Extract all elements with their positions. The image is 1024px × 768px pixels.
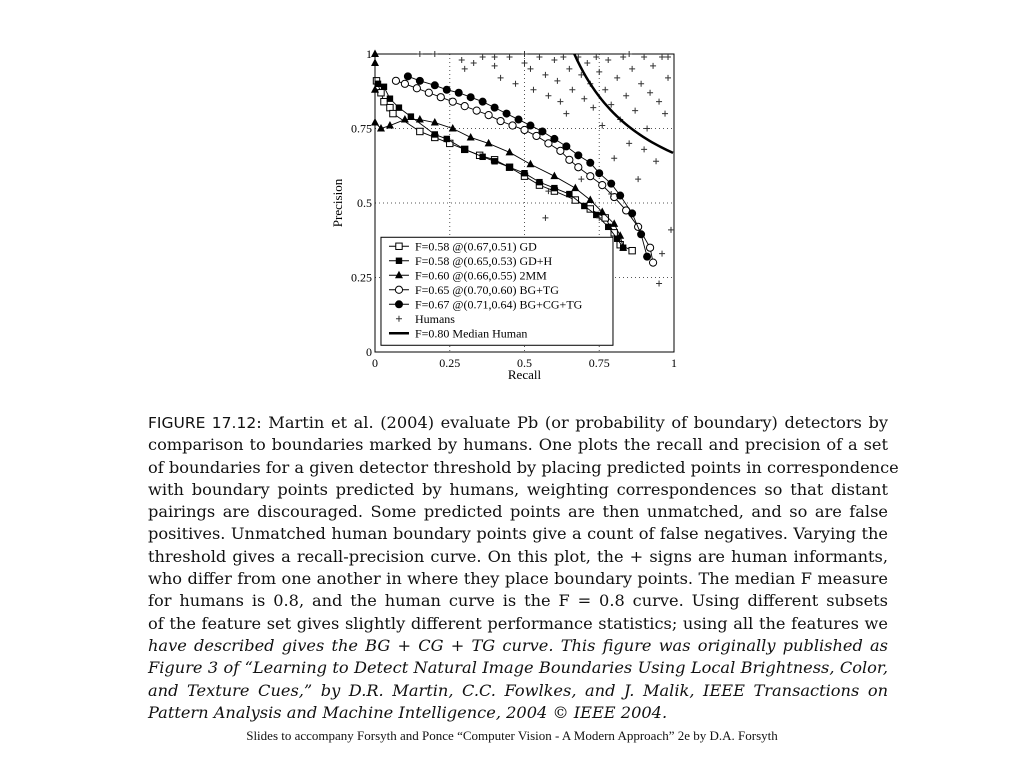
marker-plus xyxy=(542,215,548,221)
marker-filled-circle xyxy=(643,253,651,261)
marker-plus xyxy=(668,227,674,233)
marker-plus xyxy=(560,54,566,60)
marker-plus xyxy=(459,57,465,63)
y-tick-label: 0.5 xyxy=(357,196,372,210)
marker-filled-square xyxy=(444,136,450,142)
marker-plus xyxy=(596,69,602,75)
marker-plus xyxy=(602,87,608,93)
marker-open-circle xyxy=(646,244,653,251)
marker-plus xyxy=(527,66,533,72)
marker-plus xyxy=(650,63,656,69)
marker-plus xyxy=(545,188,551,194)
marker-filled-circle xyxy=(443,86,451,94)
marker-open-square xyxy=(602,215,608,221)
marker-plus xyxy=(656,99,662,105)
caption-line: who differ from one another in where they place boundary points. The median F measure xyxy=(148,569,888,589)
marker-filled-square xyxy=(396,104,402,110)
legend-label: F=0.67 @(0.71,0.64) BG+CG+TG xyxy=(414,297,583,312)
marker-plus xyxy=(653,158,659,164)
marker-plus xyxy=(569,87,575,93)
marker-plus xyxy=(554,78,560,84)
legend-label: F=0.60 @(0.66,0.55) 2MM xyxy=(414,268,547,283)
legend-label: F=0.58 @(0.67,0.51) GD xyxy=(414,239,537,254)
y-tick-label: 0.75 xyxy=(351,121,372,136)
marker-open-circle xyxy=(395,286,402,293)
marker-plus xyxy=(647,90,653,96)
marker-open-square xyxy=(396,243,402,249)
caption-line: : Martin et al. (2004) evaluate Pb (or probability of boundary) detectors by xyxy=(256,413,888,432)
marker-plus xyxy=(644,126,650,132)
marker-open-circle xyxy=(566,156,573,163)
legend-label: F=0.58 @(0.65,0.53) GD+H xyxy=(414,253,553,268)
marker-triangle xyxy=(571,184,579,192)
marker-filled-circle xyxy=(637,230,645,238)
caption-line: for humans is 0.8, and the human curve is the F = 0.8 curve. Using different subsets xyxy=(148,591,888,611)
marker-plus xyxy=(629,66,635,72)
series-line xyxy=(378,84,623,248)
caption-line: comparison to boundaries marked by humans. One plots the recall and precision of a set xyxy=(148,435,888,455)
marker-plus xyxy=(581,96,587,102)
caption-line: Figure 3 of “Learning to Detect Natural Image Boundaries Using Local Brightness, Color, xyxy=(148,658,888,678)
marker-plus xyxy=(462,66,468,72)
marker-filled-square xyxy=(566,191,572,197)
marker-plus xyxy=(578,176,584,182)
marker-open-circle xyxy=(599,182,606,189)
marker-filled-square xyxy=(462,146,468,152)
marker-open-circle xyxy=(485,111,492,118)
x-tick-label: 0.5 xyxy=(517,356,532,370)
marker-plus xyxy=(557,99,563,105)
marker-plus xyxy=(641,54,647,60)
marker-filled-circle xyxy=(562,142,570,150)
caption-line: of the feature set gives slightly different performance statistics; using all the features we xyxy=(148,613,888,633)
marker-plus xyxy=(513,81,519,87)
marker-open-circle xyxy=(437,94,444,101)
marker-open-square xyxy=(387,104,393,110)
marker-plus xyxy=(545,93,551,99)
marker-filled-circle xyxy=(491,104,499,112)
marker-plus xyxy=(662,111,668,117)
y-tick-label: 1 xyxy=(366,47,372,61)
marker-plus xyxy=(599,123,605,129)
series-line xyxy=(375,54,623,248)
marker-filled-square xyxy=(551,185,557,191)
caption-line: of boundaries for a given detector threshold by placing predicted points in correspondence xyxy=(148,457,899,477)
marker-open-circle xyxy=(413,85,420,92)
marker-open-circle xyxy=(392,77,399,84)
marker-filled-square xyxy=(396,258,402,264)
marker-filled-circle xyxy=(616,192,624,200)
marker-triangle xyxy=(371,118,379,126)
marker-plus xyxy=(522,60,528,66)
marker-filled-square xyxy=(536,179,542,185)
marker-filled-circle xyxy=(574,151,582,159)
y-tick-label: 0.25 xyxy=(351,270,372,285)
slide-footer: Slides to accompany Forsyth and Ponce “Computer Vision - A Modern Approach” 2e by D.A. Forsyth xyxy=(246,728,778,743)
marker-filled-circle xyxy=(455,89,463,97)
caption-line: with boundary points predicted by humans, weighting correspondences so that distant xyxy=(148,479,888,499)
marker-filled-square xyxy=(408,113,414,119)
marker-plus xyxy=(551,57,557,63)
marker-plus xyxy=(638,81,644,87)
marker-filled-circle xyxy=(431,81,439,89)
marker-filled-circle xyxy=(607,180,615,188)
marker-plus xyxy=(635,176,641,182)
caption-line: threshold gives a recall-precision curve. On this plot, the + signs are human informants, xyxy=(148,546,888,566)
marker-filled-square xyxy=(479,154,485,160)
marker-plus xyxy=(536,54,542,60)
marker-filled-circle xyxy=(538,127,546,135)
marker-open-circle xyxy=(473,107,480,114)
marker-plus xyxy=(590,105,596,111)
marker-filled-circle xyxy=(586,159,594,167)
marker-plus xyxy=(522,51,528,57)
caption-line: Pattern Analysis and Machine Intelligence, 2004 © IEEE 2004. xyxy=(148,702,668,722)
marker-plus xyxy=(498,75,504,81)
marker-plus xyxy=(623,93,629,99)
marker-open-circle xyxy=(575,164,582,171)
marker-triangle xyxy=(371,50,379,58)
marker-triangle xyxy=(550,172,558,180)
marker-filled-circle xyxy=(550,135,558,143)
marker-plus xyxy=(507,54,513,60)
marker-filled-square xyxy=(381,84,387,90)
marker-plus xyxy=(566,66,572,72)
marker-filled-circle xyxy=(395,300,403,308)
marker-plus xyxy=(665,75,671,81)
marker-plus xyxy=(563,111,569,117)
marker-plus xyxy=(492,63,498,69)
marker-filled-square xyxy=(506,164,512,170)
figure-label: FIGURE 17.12 xyxy=(148,414,257,432)
marker-open-square xyxy=(390,110,396,116)
marker-open-circle xyxy=(649,259,656,266)
marker-triangle xyxy=(526,160,534,168)
marker-plus xyxy=(620,54,626,60)
marker-triangle xyxy=(586,196,594,204)
caption-line: have described gives the BG + CG + TG curve. This figure was originally published as xyxy=(148,635,888,655)
caption-line: pairings are discouraged. Some predicted points are then unmatched, and so are false xyxy=(148,502,888,522)
x-tick-label: 1 xyxy=(671,356,677,370)
legend-label: F=0.80 Median Human xyxy=(414,326,528,341)
median-human-curve xyxy=(574,54,673,153)
legend-label: Humans xyxy=(414,311,455,326)
marker-plus xyxy=(605,57,611,63)
marker-plus xyxy=(641,146,647,152)
marker-triangle xyxy=(371,58,379,66)
marker-triangle xyxy=(467,133,475,141)
marker-filled-square xyxy=(387,96,393,102)
marker-open-circle xyxy=(401,80,408,87)
marker-open-circle xyxy=(425,89,432,96)
marker-plus xyxy=(471,60,477,66)
marker-plus xyxy=(665,54,671,60)
marker-filled-square xyxy=(375,81,381,87)
marker-open-circle xyxy=(587,173,594,180)
series-6 xyxy=(574,54,673,153)
marker-filled-square xyxy=(521,170,527,176)
marker-plus xyxy=(492,54,498,60)
precision-recall-chart xyxy=(320,40,690,390)
marker-open-square xyxy=(629,247,635,253)
figure-caption xyxy=(148,412,899,724)
marker-filled-circle xyxy=(404,72,412,80)
legend-label: F=0.65 @(0.70,0.60) BG+TG xyxy=(414,282,559,297)
marker-plus xyxy=(632,108,638,114)
x-tick-label: 0 xyxy=(372,356,378,370)
marker-plus xyxy=(611,155,617,161)
marker-triangle xyxy=(416,115,424,123)
marker-filled-circle xyxy=(595,169,603,177)
marker-filled-circle xyxy=(416,77,424,85)
marker-plus xyxy=(614,75,620,81)
marker-open-circle xyxy=(449,98,456,105)
legend xyxy=(381,237,613,345)
x-tick-label: 0.25 xyxy=(439,356,461,370)
marker-plus xyxy=(542,72,548,78)
marker-open-square xyxy=(417,128,423,134)
marker-plus xyxy=(584,60,590,66)
marker-filled-square xyxy=(491,158,497,164)
marker-plus xyxy=(656,280,662,286)
marker-filled-circle xyxy=(515,116,523,124)
caption-line: and Texture Cues,” by D.R. Martin, C.C. Fowlkes, and J. Malik, IEEE Transactions on xyxy=(148,680,888,700)
marker-open-square xyxy=(381,98,387,104)
x-tick-label: 0.75 xyxy=(588,356,610,370)
marker-plus xyxy=(480,54,486,60)
marker-plus xyxy=(530,87,536,93)
marker-filled-circle xyxy=(467,93,475,101)
marker-filled-square xyxy=(432,131,438,137)
marker-open-circle xyxy=(509,122,516,129)
marker-open-square xyxy=(572,197,578,203)
marker-plus xyxy=(659,251,665,257)
marker-filled-circle xyxy=(503,110,511,118)
marker-plus xyxy=(432,51,438,57)
marker-open-circle xyxy=(497,117,504,124)
marker-filled-circle xyxy=(526,122,534,130)
marker-plus xyxy=(626,140,632,146)
marker-plus xyxy=(593,54,599,60)
marker-filled-circle xyxy=(479,98,487,106)
series-line xyxy=(376,81,632,254)
x-axis-label: Recall xyxy=(507,367,542,382)
marker-open-circle xyxy=(461,103,468,110)
y-axis-label: Precision xyxy=(330,178,345,228)
series-0 xyxy=(373,78,635,254)
caption-line: positives. Unmatched human boundary points give a count of false negatives. Varying the xyxy=(148,524,888,544)
marker-plus xyxy=(659,54,665,60)
marker-plus xyxy=(626,51,632,57)
marker-filled-square xyxy=(581,203,587,209)
y-tick-label: 0 xyxy=(366,345,372,359)
marker-filled-circle xyxy=(628,209,636,217)
marker-plus xyxy=(417,51,423,57)
